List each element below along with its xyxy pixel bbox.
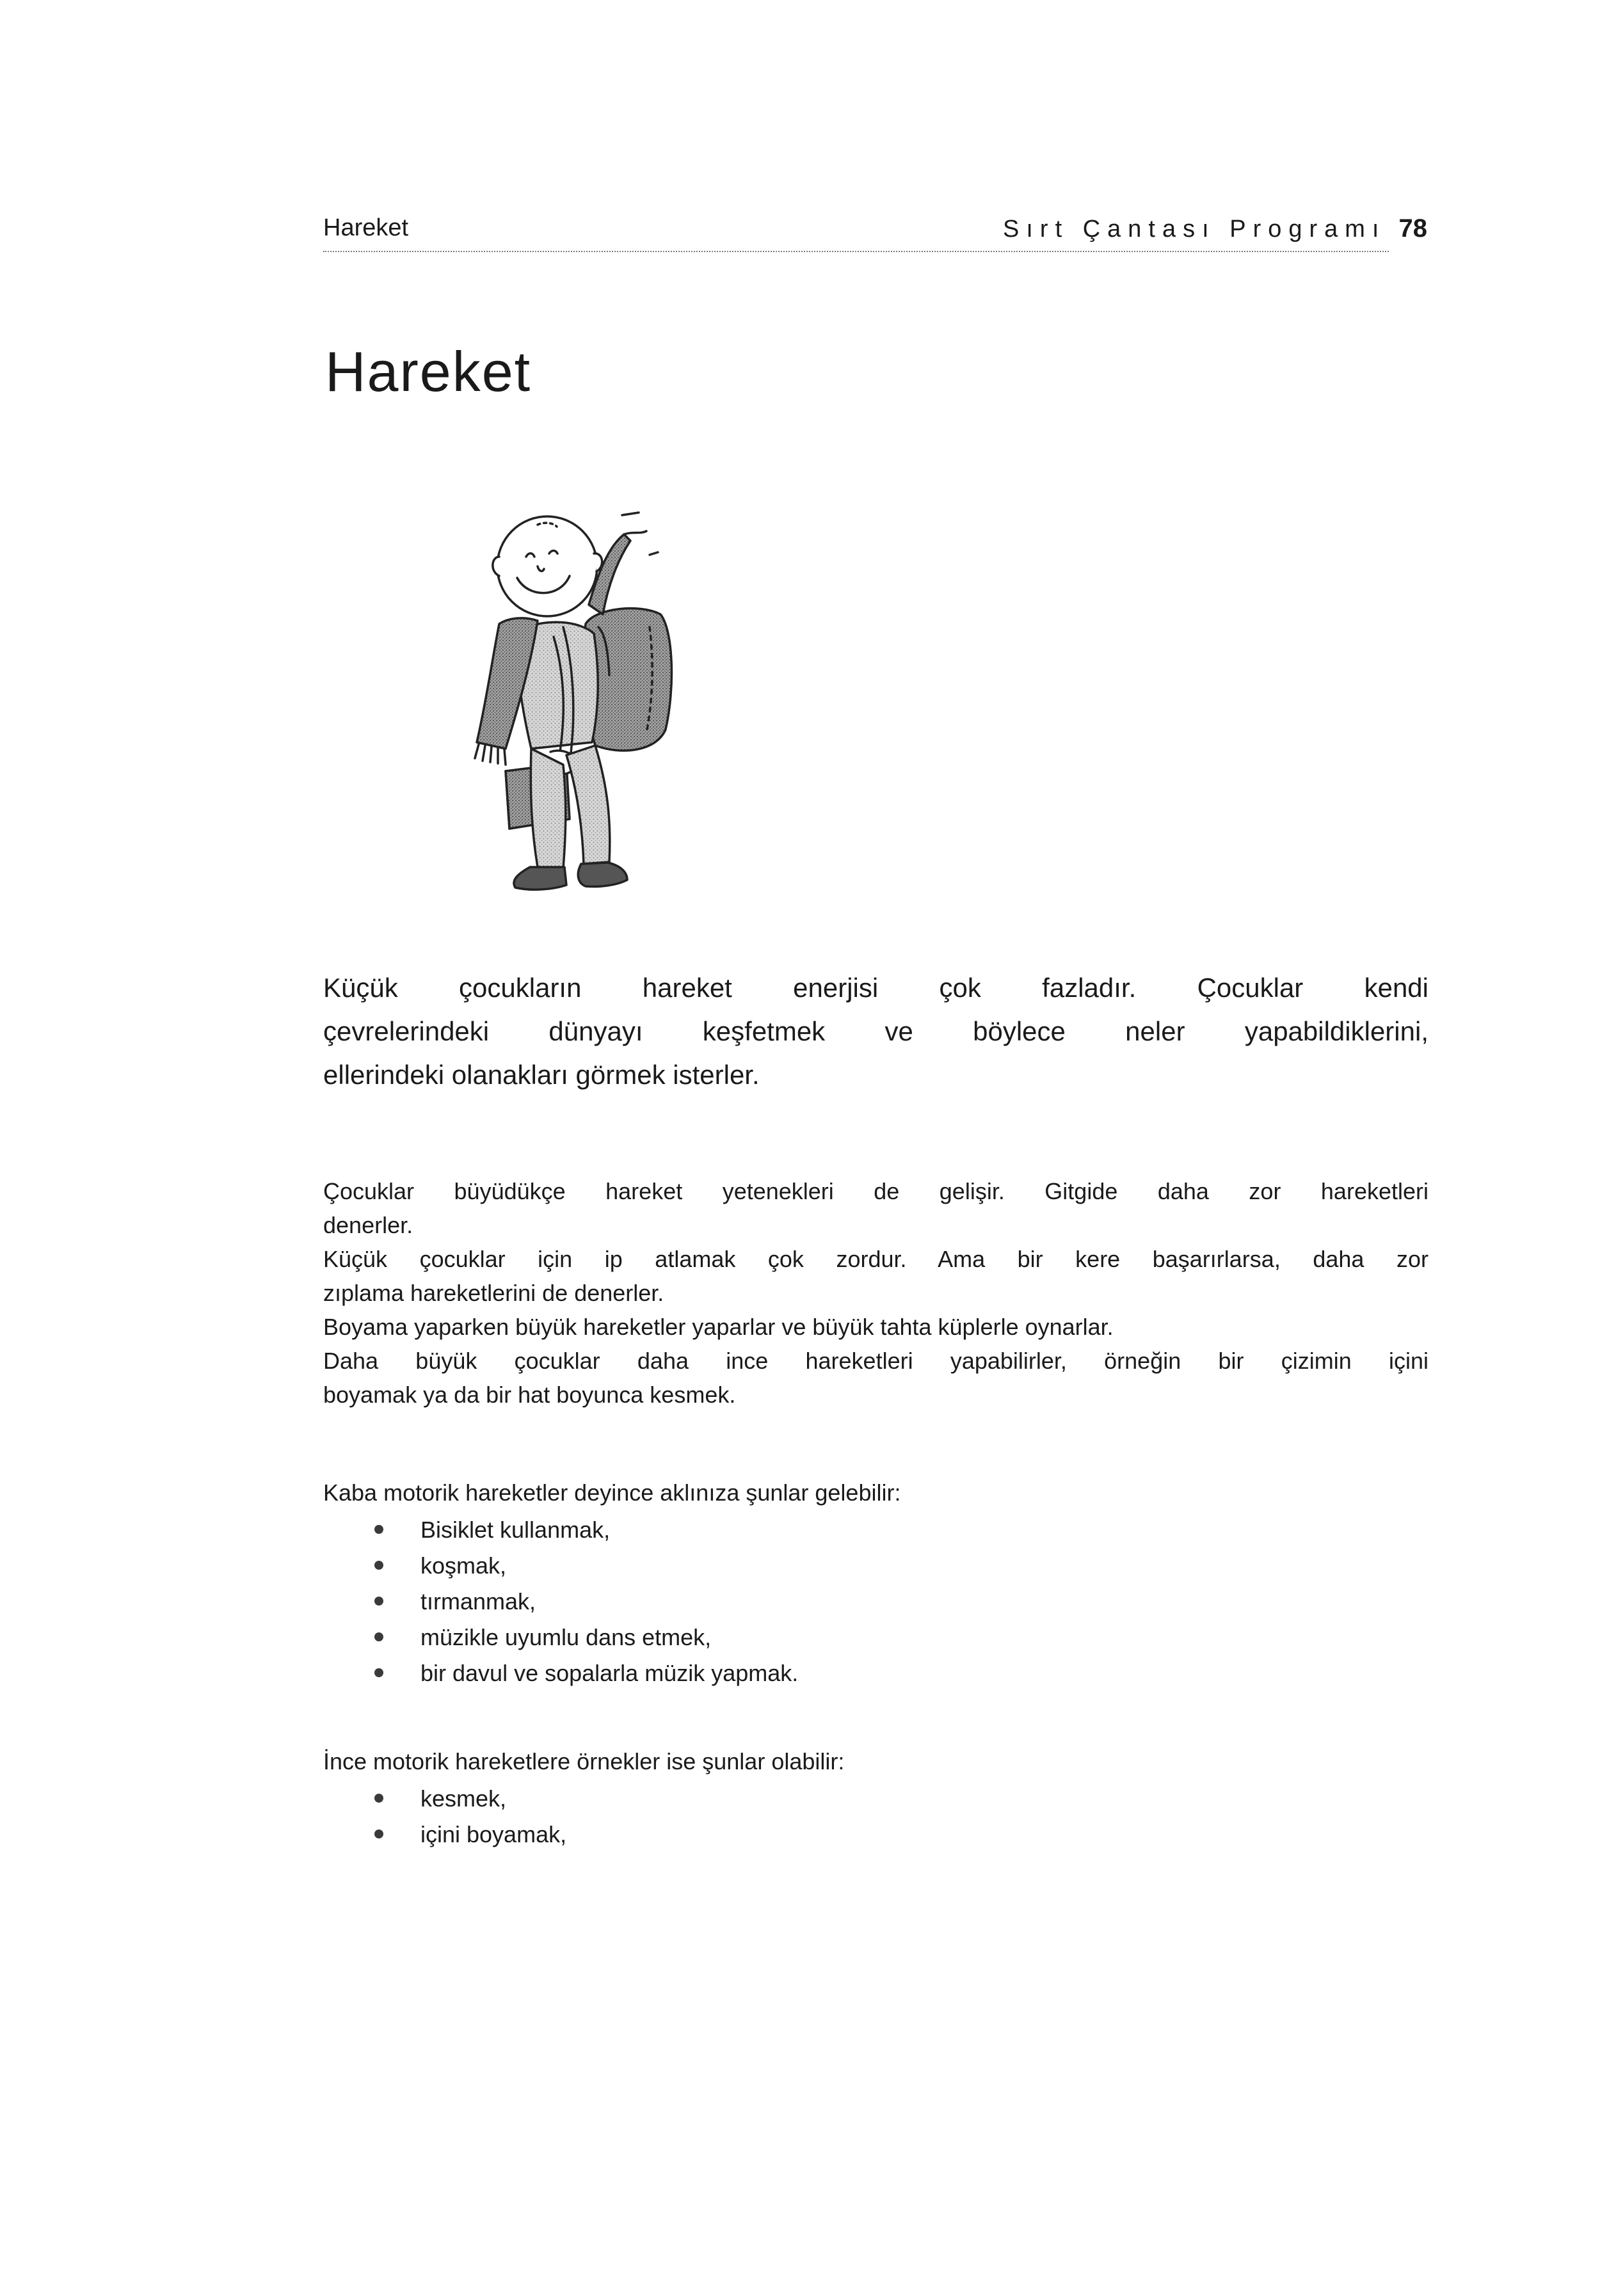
text-line: Çocuklar büyüdükçe hareket yetenekleri de gelişir. Gitgide daha zor hareketleri <box>323 1178 1428 1204</box>
list-item-text: koşmak, <box>420 1552 507 1579</box>
bullet-icon <box>374 1561 383 1570</box>
list-item <box>369 1817 1428 1853</box>
bullet-icon <box>374 1632 383 1641</box>
development-paragraph: Boyama yaparken büyük hareketler yaparlar ve büyük tahta küplerle oynarlar. <box>323 1314 1114 1340</box>
fine-motor-list <box>323 1781 1428 1853</box>
gross-motor-section <box>323 1475 1428 1691</box>
list-item-text: Bisiklet kullanmak, <box>420 1517 611 1543</box>
child-with-backpack-illustration <box>435 496 704 918</box>
list-item-text: içini boyamak, <box>420 1821 567 1847</box>
list-item-text: kesmek, <box>420 1785 507 1812</box>
text-line: denerler. <box>323 1212 413 1238</box>
bullet-icon <box>374 1668 383 1677</box>
bullet-icon <box>374 1830 383 1838</box>
bullet-icon <box>374 1794 383 1803</box>
list-item-text: müzikle uyumlu dans etmek, <box>420 1624 712 1650</box>
chapter-title: Hareket <box>325 340 532 403</box>
header-program-name: Sırt Çantası Programı <box>1003 216 1386 243</box>
intro-line: çevrelerindeki dünyayı keşfetmek ve böylece neler yapabildiklerini, <box>323 1016 1428 1046</box>
development-paragraph <box>323 1344 1428 1412</box>
gross-motor-intro: Kaba motorik hareketler deyince aklınıza şunlar gelebilir: <box>323 1479 901 1506</box>
text-line: Küçük çocuklar için ip atlamak çok zordur. Ama bir kere başarırlarsa, daha zor <box>323 1246 1428 1272</box>
text-line: Daha büyük çocuklar daha ince hareketleri yapabilirler, örneğin bir çizimin içini <box>323 1348 1428 1374</box>
list-item <box>369 1512 1428 1548</box>
gross-motor-list <box>323 1512 1428 1691</box>
bullet-icon <box>374 1525 383 1534</box>
header-rule <box>323 251 1389 252</box>
list-item-text: bir davul ve sopalarla müzik yapmak. <box>420 1660 799 1686</box>
list-item <box>369 1781 1428 1817</box>
development-paragraph <box>323 1242 1428 1310</box>
development-text <box>323 1174 1428 1412</box>
list-item <box>369 1655 1428 1691</box>
list-item <box>369 1620 1428 1655</box>
text-line: zıplama hareketlerini de denerler. <box>323 1280 664 1306</box>
list-item <box>369 1584 1428 1620</box>
intro-line: Küçük çocukların hareket enerjisi çok fazladır. Çocuklar kendi <box>323 973 1428 1003</box>
fine-motor-intro: İnce motorik hareketlere örnekler ise şunlar olabilir: <box>323 1748 845 1774</box>
intro-paragraph <box>323 966 1428 1097</box>
development-paragraph <box>323 1174 1428 1242</box>
running-header <box>323 214 1427 259</box>
list-item-text: tırmanmak, <box>420 1588 536 1614</box>
bullet-icon <box>374 1597 383 1606</box>
page-number: 78 <box>1398 214 1427 243</box>
header-right <box>1003 214 1427 243</box>
header-section-name: Hareket <box>323 214 409 241</box>
list-item <box>369 1548 1428 1584</box>
fine-motor-section <box>323 1744 1428 1853</box>
intro-line: ellerindeki olanakları görmek isterler. <box>323 1060 760 1090</box>
text-line: boyamak ya da bir hat boyunca kesmek. <box>323 1382 736 1408</box>
